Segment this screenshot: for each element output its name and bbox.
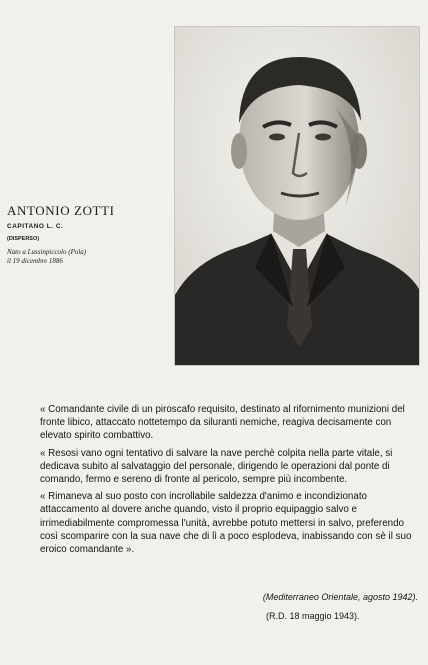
citation-text bbox=[40, 403, 420, 556]
portrait-sketch-icon bbox=[175, 27, 419, 365]
person-rank: CAPITANO L. C. bbox=[7, 223, 64, 230]
birth-info bbox=[7, 248, 167, 266]
person-name: ANTONIO ZOTTI bbox=[7, 203, 115, 218]
birth-place: Nato a Lussinpiccolo (Pola) bbox=[7, 248, 87, 256]
person-status: (DISPERSO) bbox=[7, 236, 40, 242]
birth-date: il 19 dicembre 1886 bbox=[7, 257, 63, 265]
citation-paragraph: « Resosi vano ogni tentativo di salvare la nave perchè colpita nella parte vitale, si dedicava subito al salvataggio del personale, dirigendo le operazioni dal ponte di comando, fermo e sereno di fronte al pericolo, sempre più incombente. bbox=[40, 447, 393, 486]
citation-paragraph: « Rimaneva al suo posto con incrollabile saldezza d'animo e incondizionato attaccamento al dovere anche quando, visto il proprio equipaggio salvo e irrimediabilmente compromessa l'unità, avrebbe potuto mettersi in salvo, preferendo così scomparire con la sua nave che di lì a poco esplodeva, inabissando con sè il suo eroico comandante ». bbox=[40, 491, 412, 556]
citation-paragraph: « Comandante civile di un piroscafo requisito, destinato al rifornimento munizioni del fronte libico, attaccato nottetempo da siluranti nemiche, reagiva decisamente con elevato spirito combattivo. bbox=[40, 404, 405, 442]
portrait-image bbox=[174, 26, 420, 366]
name-block bbox=[7, 203, 167, 266]
royal-decree-date: (R.D. 18 maggio 1943). bbox=[266, 611, 360, 621]
citation-source: (Mediterraneo Orientale, agosto 1942). bbox=[262, 592, 418, 602]
